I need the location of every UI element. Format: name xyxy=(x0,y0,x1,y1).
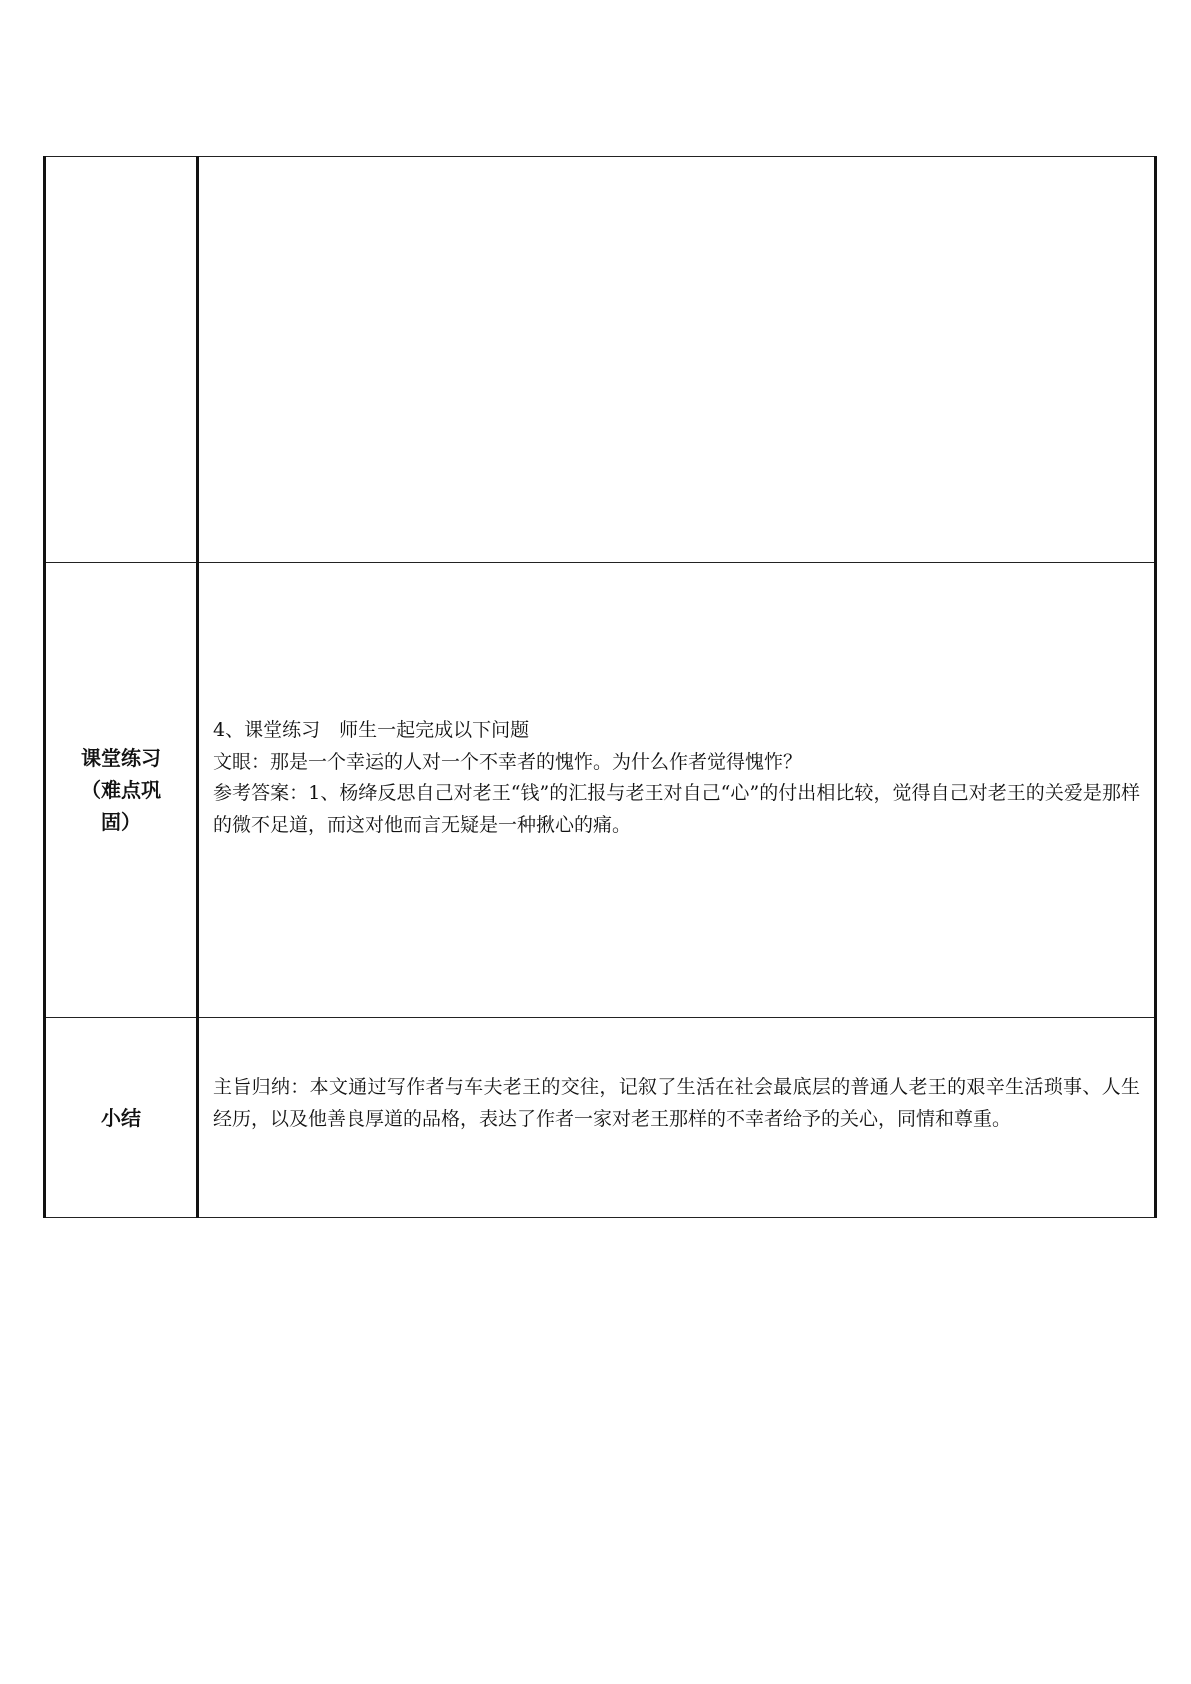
practice-question: 文眼：那是一个幸运的人对一个不幸者的愧怍。为什么作者觉得愧怍？ xyxy=(213,750,803,773)
lesson-plan-table xyxy=(43,156,1157,1218)
summary-text: 主旨归纳：本文通过写作者与车夫老王的交往，记叙了生活在社会最底层的普通人老王的艰辛生活琐事、人生经历，以及他善良厚道的品格，表达了作者一家对老王那样的不幸者给予的关心，同情和尊重。 xyxy=(213,1076,1140,1130)
practice-heading: 4、课堂练习 师生一起完成以下问题 xyxy=(213,719,530,741)
table-row-summary xyxy=(45,1018,1156,1218)
table-row-top xyxy=(45,157,1156,563)
row-label-practice: 课堂练习（难点巩固） xyxy=(81,746,161,834)
practice-content xyxy=(213,715,1140,841)
row-content-cell-practice xyxy=(198,563,1156,1018)
row-label-cell-practice xyxy=(45,563,198,1018)
row-content-cell-empty xyxy=(198,157,1156,563)
summary-content xyxy=(213,1072,1140,1135)
row-content-cell-summary xyxy=(198,1018,1156,1218)
row-label-summary: 小结 xyxy=(101,1105,141,1130)
practice-answer: 参考答案：1、杨绛反思自己对老王“钱”的汇报与老王对自己“心”的付出相比较，觉得自己对老王的关爱是那样的微不足道，而这对他而言无疑是一种揪心的痛。 xyxy=(213,782,1140,836)
table-row-classroom-practice xyxy=(45,563,1156,1018)
row-label-cell-empty xyxy=(45,157,198,563)
row-label-cell-summary xyxy=(45,1018,198,1218)
